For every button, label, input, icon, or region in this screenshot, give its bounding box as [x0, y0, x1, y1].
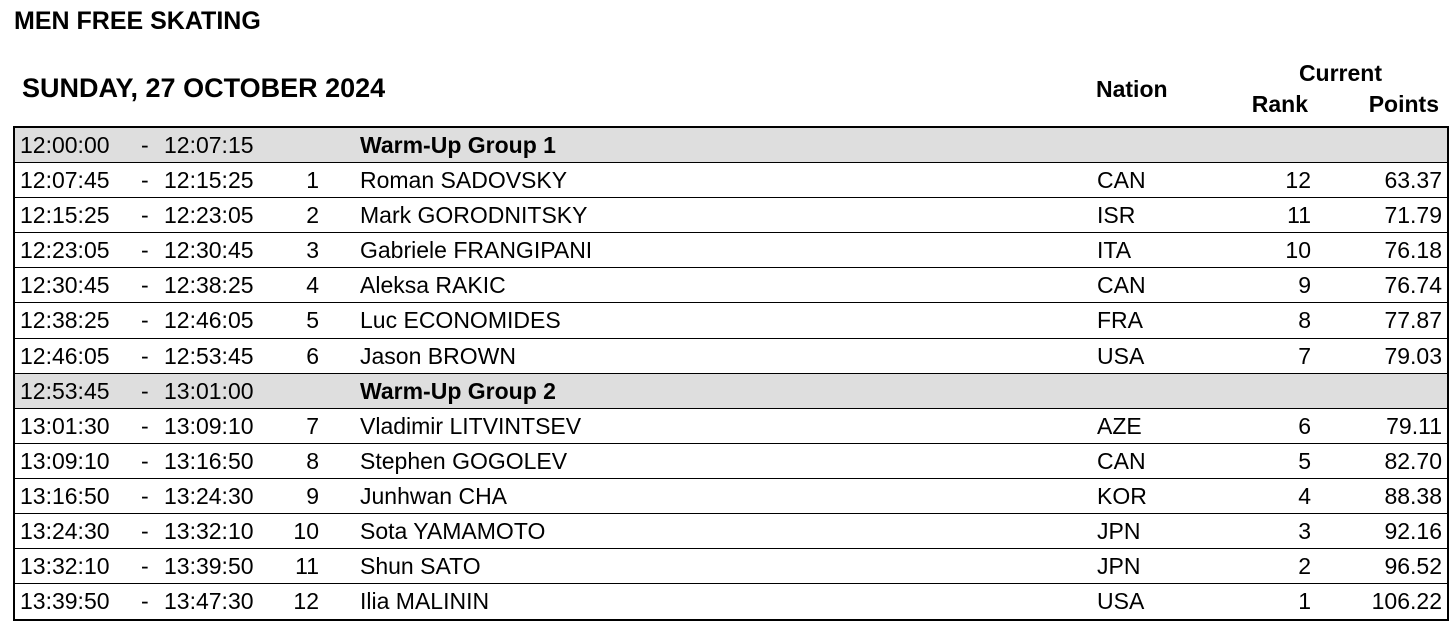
skater-name: Shun SATO [360, 553, 481, 580]
start-number: 4 [306, 272, 319, 299]
time-separator: - [141, 272, 149, 299]
nation-code: AZE [1097, 412, 1142, 439]
table-row [15, 233, 1447, 268]
start-time: 13:39:50 [20, 588, 110, 615]
document-title: MEN FREE SKATING [14, 7, 261, 35]
end-time: 13:47:30 [164, 588, 254, 615]
skater-name: Mark GORODNITSKY [360, 202, 588, 229]
time-separator: - [141, 202, 149, 229]
schedule-table [13, 126, 1449, 621]
current-rank: 5 [1298, 447, 1311, 474]
skater-name: Junhwan CHA [360, 482, 508, 509]
time-separator: - [141, 237, 149, 264]
start-time: 13:09:10 [20, 447, 110, 474]
start-number: 6 [306, 342, 319, 369]
end-time: 13:32:10 [164, 518, 254, 545]
end-time: 13:16:50 [164, 447, 254, 474]
start-number: 2 [306, 202, 319, 229]
start-number: 7 [306, 412, 319, 439]
end-time: 12:30:45 [164, 237, 254, 264]
table-row [15, 514, 1447, 549]
start-time: 12:07:45 [20, 167, 110, 194]
skater-name: Roman SADOVSKY [360, 167, 568, 194]
nation-code: CAN [1097, 272, 1146, 299]
time-separator: - [141, 447, 149, 474]
current-points: 96.52 [1384, 553, 1442, 580]
skater-name: Vladimir LITVINTSEV [360, 412, 582, 439]
start-number: 11 [295, 553, 319, 580]
table-row [15, 584, 1447, 619]
start-number: 1 [306, 167, 319, 194]
nation-code: ITA [1097, 237, 1132, 264]
start-time: 12:46:05 [20, 342, 110, 369]
end-time: 12:46:05 [164, 307, 254, 334]
date-heading: SUNDAY, 27 OCTOBER 2024 [22, 73, 386, 103]
current-points: 63.37 [1384, 167, 1442, 194]
current-rank: 12 [1285, 167, 1311, 194]
warm-up-group-row [15, 374, 1447, 409]
table-row [15, 409, 1447, 444]
header-current: Current [1298, 60, 1382, 86]
skater-name: Stephen GOGOLEV [360, 447, 568, 474]
skater-name: Aleksa RAKIC [360, 272, 506, 299]
group-label: Warm-Up Group 2 [360, 377, 556, 404]
start-number: 3 [306, 237, 319, 264]
start-time: 12:38:25 [20, 307, 110, 334]
nation-code: USA [1097, 588, 1145, 615]
skater-name: Jason BROWN [360, 342, 516, 369]
end-time: 12:23:05 [164, 202, 254, 229]
start-time: 13:24:30 [20, 518, 110, 545]
start-number: 9 [306, 482, 319, 509]
start-number: 5 [306, 307, 319, 334]
current-rank: 8 [1298, 307, 1311, 334]
current-points: 71.79 [1384, 202, 1442, 229]
current-points: 76.74 [1384, 272, 1442, 299]
nation-code: JPN [1097, 553, 1141, 580]
time-separator: - [141, 482, 149, 509]
nation-code: ISR [1097, 202, 1136, 229]
end-time: 13:01:00 [164, 377, 254, 404]
time-separator: - [141, 412, 149, 439]
current-points: 76.18 [1384, 237, 1442, 264]
current-points: 92.16 [1384, 518, 1442, 545]
nation-code: CAN [1097, 167, 1146, 194]
end-time: 12:38:25 [164, 272, 254, 299]
current-rank: 4 [1298, 482, 1311, 509]
header-points: Points [1368, 91, 1439, 117]
current-points: 79.11 [1386, 412, 1442, 439]
nation-code: JPN [1097, 518, 1141, 545]
time-separator: - [141, 132, 149, 158]
start-time: 13:32:10 [20, 553, 110, 580]
skater-name: Ilia MALININ [360, 588, 490, 615]
table-row [15, 444, 1447, 479]
table-row [15, 163, 1447, 198]
table-row [15, 549, 1447, 584]
current-rank: 2 [1298, 553, 1311, 580]
start-time: 12:53:45 [20, 377, 110, 404]
skater-name: Sota YAMAMOTO [360, 518, 546, 545]
start-time: 13:16:50 [20, 482, 110, 509]
nation-code: CAN [1097, 447, 1146, 474]
current-rank: 10 [1285, 237, 1311, 264]
time-separator: - [141, 167, 149, 194]
group-label: Warm-Up Group 1 [360, 132, 556, 158]
time-separator: - [141, 307, 149, 334]
start-number: 10 [293, 518, 319, 545]
current-points: 82.70 [1384, 447, 1442, 474]
end-time: 12:15:25 [164, 167, 254, 194]
end-time: 13:39:50 [164, 553, 254, 580]
current-rank: 9 [1298, 272, 1311, 299]
time-separator: - [141, 342, 149, 369]
time-separator: - [141, 588, 149, 615]
end-time: 13:09:10 [164, 412, 254, 439]
current-points: 77.87 [1384, 307, 1442, 334]
time-separator: - [141, 377, 149, 404]
current-points: 106.22 [1371, 588, 1442, 615]
end-time: 12:53:45 [164, 342, 254, 369]
start-time: 12:30:45 [20, 272, 110, 299]
start-time: 13:01:30 [20, 412, 110, 439]
table-row [15, 268, 1447, 303]
skater-name: Luc ECONOMIDES [360, 307, 561, 334]
current-rank: 1 [1298, 588, 1311, 615]
current-points: 79.03 [1384, 342, 1442, 369]
current-rank: 6 [1298, 412, 1311, 439]
start-time: 12:15:25 [20, 202, 110, 229]
warm-up-group-row [15, 128, 1447, 163]
header-rank: Rank [1251, 91, 1308, 117]
start-time: 12:00:00 [20, 132, 110, 158]
header-nation: Nation [1096, 76, 1168, 102]
table-row [15, 479, 1447, 514]
table-row [15, 339, 1447, 374]
nation-code: USA [1097, 342, 1145, 369]
current-rank: 11 [1287, 202, 1311, 229]
nation-code: KOR [1097, 482, 1147, 509]
table-row [15, 198, 1447, 233]
table-row [15, 303, 1447, 338]
nation-code: FRA [1097, 307, 1143, 334]
time-separator: - [141, 553, 149, 580]
start-number: 12 [293, 588, 319, 615]
end-time: 13:24:30 [164, 482, 254, 509]
end-time: 12:07:15 [164, 132, 254, 158]
current-rank: 7 [1298, 342, 1311, 369]
current-rank: 3 [1298, 518, 1311, 545]
start-time: 12:23:05 [20, 237, 110, 264]
skater-name: Gabriele FRANGIPANI [360, 237, 593, 264]
current-points: 88.38 [1384, 482, 1442, 509]
start-number: 8 [306, 447, 319, 474]
time-separator: - [141, 518, 149, 545]
